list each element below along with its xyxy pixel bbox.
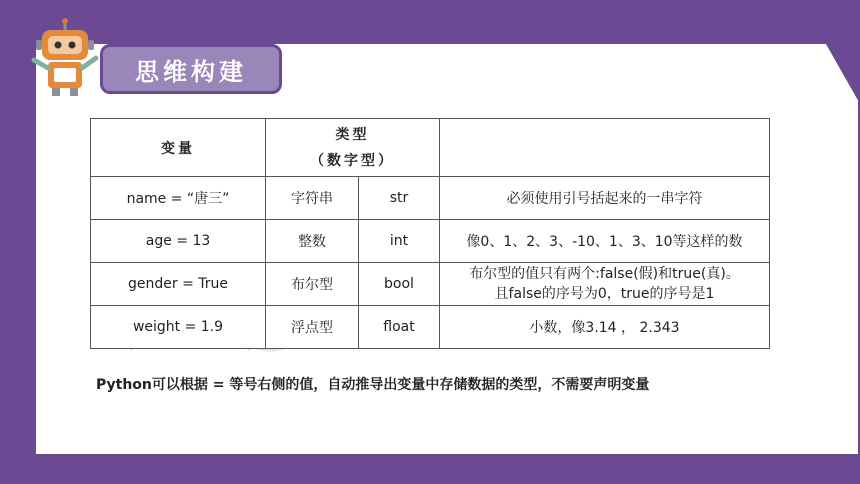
description-line1: 布尔型的值只有两个:false(假)和true(真)。 (469, 266, 740, 282)
table-row (91, 306, 770, 349)
cell-type-py: float (359, 306, 440, 349)
variable-types-table (90, 118, 770, 349)
table-row (91, 263, 770, 306)
cell-description: 像0、1、2、3、-10、1、3、10等这样的数 (440, 220, 770, 263)
robot-mascot-icon (30, 18, 100, 98)
cell-type-cn: 布尔型 (266, 263, 359, 306)
cell-type-cn: 字符串 (266, 177, 359, 220)
header-type (266, 119, 440, 177)
cell-description: 小数，像3.14 ， 2.343 (440, 306, 770, 349)
cell-type-py: str (359, 177, 440, 220)
cell-variable: weight = 1.9 (91, 306, 266, 349)
description-line2: 且false的序号为0，true的序号是1 (494, 286, 715, 302)
header-type-line2: （数字型） (310, 152, 395, 169)
section-title: 思维构建 (135, 57, 247, 86)
header-description (440, 119, 770, 177)
cell-type-cn: 浮点型 (266, 306, 359, 349)
table-row (91, 177, 770, 220)
cell-type-py: int (359, 220, 440, 263)
section-title-banner (100, 44, 282, 94)
footnote-text: Python可以根据 = 等号右侧的值，自动推导出变量中存储数据的类型，不需要声明变量 (96, 377, 650, 393)
cell-variable: gender = True (91, 263, 266, 306)
header-type-line1: 类型 (335, 126, 370, 143)
table-row (91, 220, 770, 263)
cell-description (440, 263, 770, 306)
cell-type-cn: 整数 (266, 220, 359, 263)
header-variable: 变量 (91, 119, 266, 177)
cell-description: 必须使用引号括起来的一串字符 (440, 177, 770, 220)
cell-variable: age = 13 (91, 220, 266, 263)
cell-type-py: bool (359, 263, 440, 306)
table-header-row (91, 119, 770, 177)
cell-variable: name = “唐三” (91, 177, 266, 220)
